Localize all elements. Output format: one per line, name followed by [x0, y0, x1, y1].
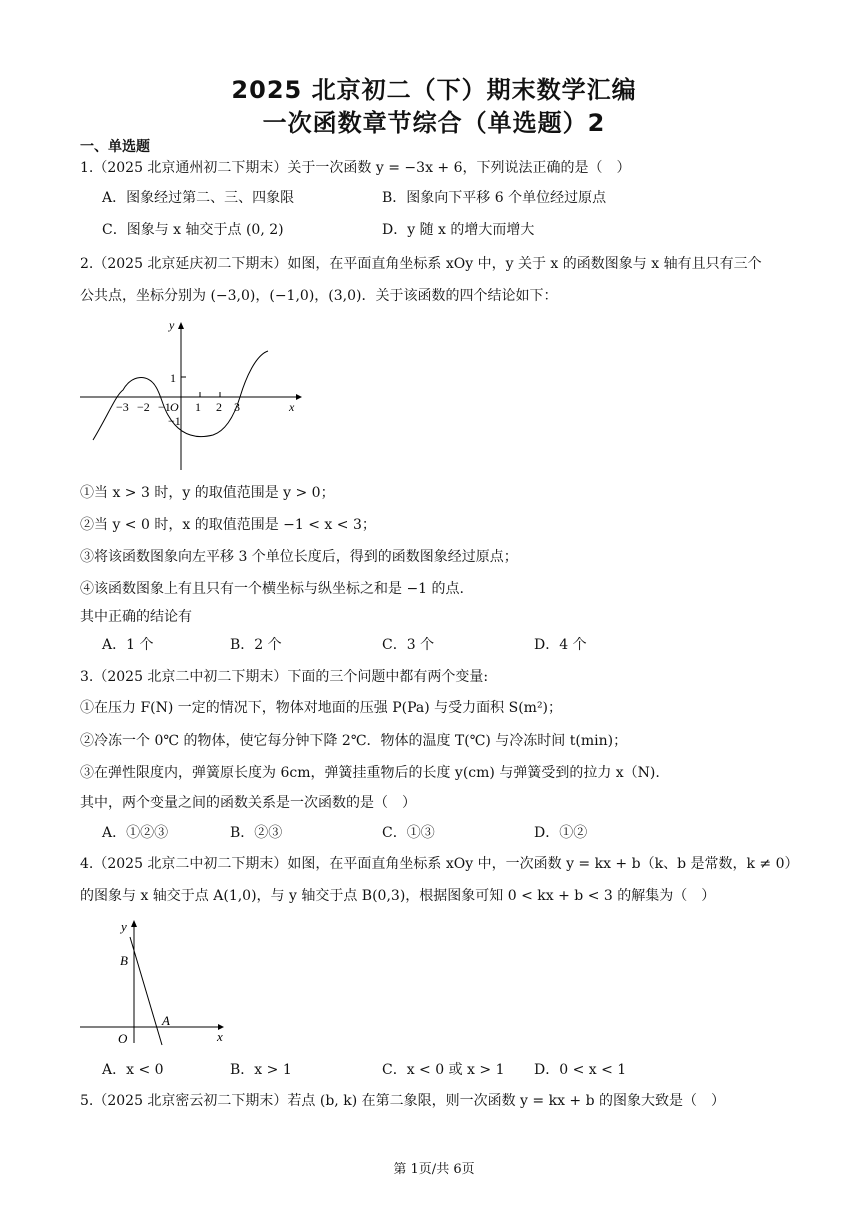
q4-point-b-label: B: [120, 953, 128, 968]
q2-origin-label: O: [170, 400, 179, 414]
q4-linear-graph: [78, 915, 238, 1050]
q2-statement-4: ④该函数图象上有且只有一个横坐标与纵坐标之和是 −1 的点.: [80, 581, 464, 597]
q2-tick-2: 2: [216, 400, 222, 414]
q2-option-b: B．2 个: [230, 637, 282, 653]
q4-stem-line2: 的图象与 x 轴交于点 A(1,0)，与 y 轴交于点 B(0,3)，根据图象可知 0 < kx + b < 3 的解集为（ ）: [80, 888, 716, 904]
q4-y-arrow: [131, 920, 137, 927]
q2-y-arrow: [178, 322, 184, 329]
q2-conclusion: 其中正确的结论有: [80, 609, 192, 625]
q1-option-b: B．图象向下平移 6 个单位经过原点: [382, 190, 607, 206]
q2-tick-3: 3: [234, 400, 240, 414]
q1-option-c: C．图象与 x 轴交于点 (0, 2): [102, 222, 284, 238]
q3-option-c: C．①③: [382, 825, 435, 841]
q1-option-a: A．图象经过第二、三、四象限: [102, 190, 295, 206]
q4-x-label: x: [217, 1029, 223, 1044]
q2-option-d: D．4 个: [534, 637, 587, 653]
q4-line: [130, 937, 162, 1045]
q4-point-a-label: A: [162, 1013, 170, 1028]
q2-tick-neg3: −3: [116, 400, 129, 414]
q2-x-arrow: [296, 394, 302, 400]
q5-stem: 5.（2025 北京密云初二下期末）若点 (b, k) 在第二象限，则一次函数 y = kx + b 的图象大致是（ ）: [80, 1093, 726, 1109]
q2-ytick-neg1: −1: [168, 414, 181, 428]
q3-statement-2: ②冷冻一个 0℃ 的物体，使它每分钟下降 2℃．物体的温度 T(℃) 与冷冻时间 t(min)；: [80, 733, 628, 749]
q4-stem-line1: 4.（2025 北京二中初二下期末）如图，在平面直角坐标系 xOy 中，一次函数 y = kx + b（k、b 是常数，k ≠ 0）: [80, 856, 799, 872]
q3-statement-1: ①在压力 F(N) 一定的情况下，物体对地面的压强 P(Pa) 与受力面积 S(m²)；: [80, 700, 563, 716]
q4-option-d: D．0 < x < 1: [534, 1062, 627, 1078]
q2-function-graph: [78, 315, 308, 475]
q3-option-a: A．①②③: [102, 825, 169, 841]
section-heading: 一、单选题: [80, 139, 150, 155]
q2-statement-3: ③将该函数图象向左平移 3 个单位长度后，得到的函数图象经过原点；: [80, 549, 518, 565]
q3-statement-3: ③在弹性限度内，弹簧原长度为 6cm，弹簧挂重物后的长度 y(cm) 与弹簧受到的拉力 x（N).: [80, 765, 660, 781]
q4-option-c: C．x < 0 或 x > 1: [382, 1062, 505, 1078]
q4-option-a: A．x < 0: [102, 1062, 164, 1078]
q2-stem-line1: 2.（2025 北京延庆初二下期末）如图，在平面直角坐标系 xOy 中，y 关于 x 的函数图象与 x 轴有且只有三个: [80, 256, 762, 272]
q2-statement-2: ②当 y < 0 时，x 的取值范围是 −1 < x < 3；: [80, 517, 376, 533]
q1-stem: 1.（2025 北京通州初二下期末）关于一次函数 y = −3x + 6，下列说法正确的是（ ）: [80, 160, 631, 176]
q2-statement-1: ①当 x > 3 时，y 的取值范围是 y > 0；: [80, 485, 335, 501]
q2-tick-1: 1: [195, 400, 201, 414]
q3-option-b: B．②③: [230, 825, 283, 841]
q4-y-label: y: [121, 919, 127, 934]
q2-stem-line2: 公共点，坐标分别为 (−3,0)，(−1,0)，(3,0)．关于该函数的四个结论如下：: [80, 288, 558, 304]
q2-option-a: A．1 个: [102, 637, 154, 653]
q4-origin-label: O: [118, 1031, 128, 1046]
q2-tick-neg2: −2: [137, 400, 150, 414]
q1-option-d: D．y 随 x 的增大而增大: [382, 222, 535, 238]
q3-stem: 3.（2025 北京二中初二下期末）下面的三个问题中都有两个变量:: [80, 669, 489, 685]
q2-tick-neg1: −1: [158, 400, 171, 414]
q2-y-label: y: [169, 318, 175, 332]
q4-option-b: B．x > 1: [230, 1062, 292, 1078]
q3-option-d: D．①②: [534, 825, 588, 841]
doc-title-line2: 一次函数章节综合（单选题）2: [262, 109, 606, 137]
q2-ytick-1: 1: [170, 371, 176, 385]
doc-title-line1: 2025 北京初二（下）期末数学汇编: [231, 76, 637, 104]
q3-conclusion: 其中，两个变量之间的函数关系是一次函数的是（ ）: [80, 795, 416, 811]
page-footer: 第 1页/共 6页: [393, 1162, 475, 1177]
q2-option-c: C．3 个: [382, 637, 435, 653]
q2-x-label: x: [289, 400, 295, 414]
